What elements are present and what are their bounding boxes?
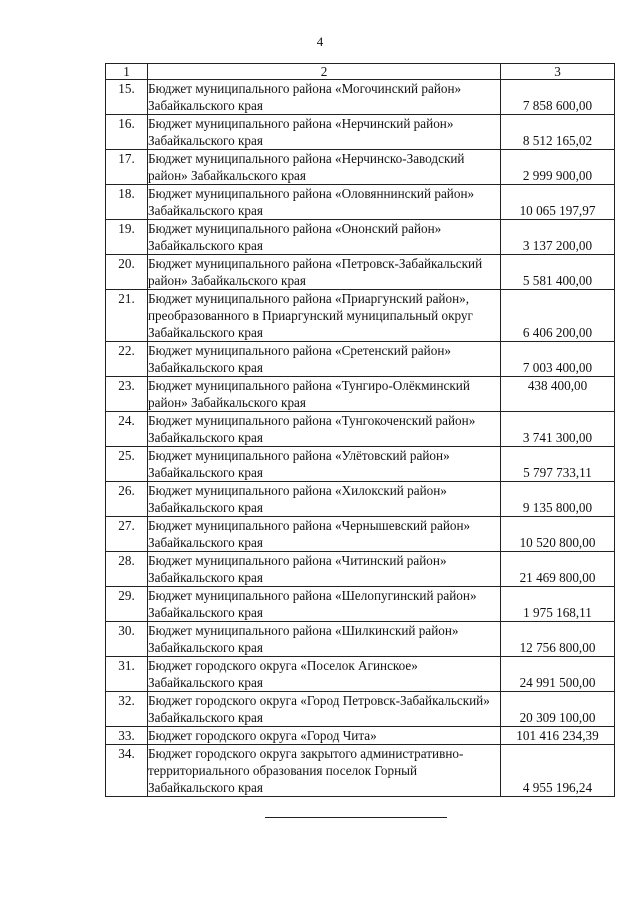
row-number: 30. (106, 622, 148, 657)
budget-name: Бюджет муниципального района «Могочинский район» Забайкальского края (148, 80, 501, 115)
budget-amount: 5 797 733,11 (501, 447, 615, 482)
budget-name: Бюджет муниципального района «Нерчинско-Заводский район» Забайкальского края (148, 150, 501, 185)
budget-name: Бюджет муниципального района «Чернышевский район» Забайкальского края (148, 517, 501, 552)
budget-amount: 9 135 800,00 (501, 482, 615, 517)
row-number: 32. (106, 692, 148, 727)
budget-name: Бюджет муниципального района «Нерчинский район» Забайкальского края (148, 115, 501, 150)
budget-amount: 1 975 168,11 (501, 587, 615, 622)
table-row (106, 482, 615, 517)
budget-name: Бюджет муниципального района «Читинский район» Забайкальского края (148, 552, 501, 587)
budget-name: Бюджет муниципального района «Тунгокоченский район» Забайкальского края (148, 412, 501, 447)
table-row (106, 377, 615, 412)
row-number: 28. (106, 552, 148, 587)
header-col-3: 3 (501, 64, 615, 80)
header-col-2: 2 (148, 64, 501, 80)
budget-name: Бюджет муниципального района «Тунгиро-Олёкминский район» Забайкальского края (148, 377, 501, 412)
row-number: 23. (106, 377, 148, 412)
budget-amount: 7 858 600,00 (501, 80, 615, 115)
row-number: 22. (106, 342, 148, 377)
end-divider (265, 817, 447, 818)
table-row (106, 220, 615, 255)
budget-amount: 10 520 800,00 (501, 517, 615, 552)
row-number: 29. (106, 587, 148, 622)
budget-amount: 2 999 900,00 (501, 150, 615, 185)
row-number: 15. (106, 80, 148, 115)
table-row (106, 727, 615, 745)
budget-name: Бюджет муниципального района «Ононский район» Забайкальского края (148, 220, 501, 255)
budget-amount: 20 309 100,00 (501, 692, 615, 727)
row-number: 17. (106, 150, 148, 185)
budget-amount: 3 137 200,00 (501, 220, 615, 255)
budget-name: Бюджет муниципального района «Оловяннинский район» Забайкальского края (148, 185, 501, 220)
budget-amount: 21 469 800,00 (501, 552, 615, 587)
table-row (106, 552, 615, 587)
row-number: 21. (106, 290, 148, 342)
budget-amount: 10 065 197,97 (501, 185, 615, 220)
table-row (106, 587, 615, 622)
table-row (106, 692, 615, 727)
table-row (106, 80, 615, 115)
budget-name: Бюджет муниципального района «Петровск-Забайкальский район» Забайкальского края (148, 255, 501, 290)
budget-name: Бюджет муниципального района «Улётовский район» Забайкальского края (148, 447, 501, 482)
table-row (106, 622, 615, 657)
budget-amount: 5 581 400,00 (501, 255, 615, 290)
budget-amount: 24 991 500,00 (501, 657, 615, 692)
budget-name: Бюджет городского округа «Поселок Агинское» Забайкальского края (148, 657, 501, 692)
row-number: 31. (106, 657, 148, 692)
table-row (106, 342, 615, 377)
table-row (106, 745, 615, 797)
budget-amount: 101 416 234,39 (501, 727, 615, 745)
budget-amount: 3 741 300,00 (501, 412, 615, 447)
table-row (106, 150, 615, 185)
row-number: 26. (106, 482, 148, 517)
budget-amount: 8 512 165,02 (501, 115, 615, 150)
row-number: 33. (106, 727, 148, 745)
header-col-1: 1 (106, 64, 148, 80)
row-number: 25. (106, 447, 148, 482)
table-row (106, 290, 615, 342)
table-row (106, 412, 615, 447)
budget-name: Бюджет городского округа «Город Петровск-Забайкальский» Забайкальского края (148, 692, 501, 727)
budget-name: Бюджет городского округа «Город Чита» (148, 727, 501, 745)
budget-name: Бюджет муниципального района «Шилкинский район» Забайкальского края (148, 622, 501, 657)
budget-amount: 12 756 800,00 (501, 622, 615, 657)
row-number: 18. (106, 185, 148, 220)
row-number: 27. (106, 517, 148, 552)
row-number: 34. (106, 745, 148, 797)
table-row (106, 517, 615, 552)
budget-name: Бюджет муниципального района «Сретенский район» Забайкальского края (148, 342, 501, 377)
page-number: 4 (316, 34, 324, 49)
row-number: 19. (106, 220, 148, 255)
row-number: 24. (106, 412, 148, 447)
table-row (106, 255, 615, 290)
budget-amount: 7 003 400,00 (501, 342, 615, 377)
budget-table (105, 63, 615, 797)
budget-amount: 6 406 200,00 (501, 290, 615, 342)
budget-amount: 4 955 196,24 (501, 745, 615, 797)
table-row (106, 115, 615, 150)
row-number: 20. (106, 255, 148, 290)
budget-amount: 438 400,00 (501, 377, 615, 412)
budget-name: Бюджет городского округа закрытого административно-территориального образования поселок Горный Забайкальского края (148, 745, 501, 797)
table-row (106, 185, 615, 220)
budget-name: Бюджет муниципального района «Шелопугинский район» Забайкальского края (148, 587, 501, 622)
budget-name: Бюджет муниципального района «Хилокский район» Забайкальского края (148, 482, 501, 517)
budget-name: Бюджет муниципального района «Приаргунский район», преобразованного в Приаргунский муниципальный округ Забайкальского края (148, 290, 501, 342)
row-number: 16. (106, 115, 148, 150)
table-header-row (106, 64, 615, 80)
table-row (106, 657, 615, 692)
table-row (106, 447, 615, 482)
